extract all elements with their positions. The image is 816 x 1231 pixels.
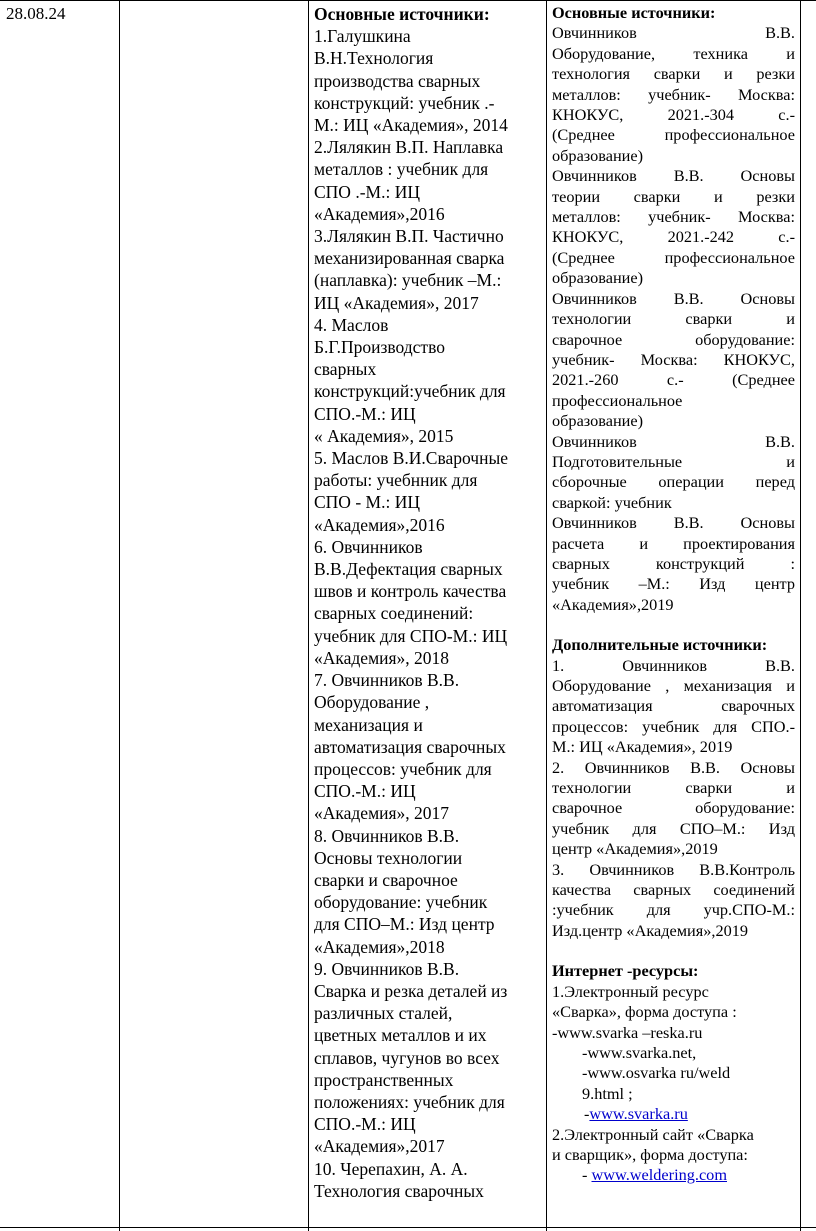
text-line: автоматизация сварочных xyxy=(552,696,795,716)
right-sources-heading: Основные источники: xyxy=(552,3,716,22)
text-line: оборудование: учебник xyxy=(314,892,488,913)
text-line: и сварщик», форма доступа: xyxy=(552,1144,748,1164)
text-line: пространственных xyxy=(314,1069,454,1090)
text-line: сварки и сварочное xyxy=(314,869,458,890)
text-line: учебник для СПО-М.: ИЦ xyxy=(314,625,508,646)
link-prefix: - xyxy=(582,1165,592,1185)
main-sources-list xyxy=(314,25,535,1202)
link-prefix: - xyxy=(584,1104,590,1124)
internet-resources-list xyxy=(552,982,795,1043)
text-line: « Академия», 2015 xyxy=(314,425,454,446)
right-sources-cell xyxy=(552,3,795,1186)
text-line: учебник- Москва: КНОКУС, xyxy=(552,349,795,369)
column-divider-3 xyxy=(546,0,547,1231)
text-line: сварных xyxy=(314,359,377,380)
text-line: 8. Овчинников В.В. xyxy=(314,825,460,846)
text-line: СПО .-М.: ИЦ xyxy=(314,181,420,202)
text-line: сваркой: учебник xyxy=(552,492,672,512)
weldering-link-line xyxy=(552,1165,795,1185)
table-bottom-border xyxy=(0,1227,816,1228)
text-line: Овчинников В.В. xyxy=(552,23,795,43)
text-line: В.Н.Технология xyxy=(314,48,434,69)
text-line: учебник –М.: Изд центр xyxy=(552,574,795,594)
text-line: центр «Академия»,2019 xyxy=(552,839,718,859)
text-line: СПО.-М.: ИЦ xyxy=(314,781,416,802)
text-line: 2.Электронный сайт «Сварка xyxy=(552,1124,754,1144)
text-line: Б.Г.Производство xyxy=(314,337,445,358)
text-line: (Среднее профессиональное xyxy=(552,125,795,145)
text-line: «Академия»,2016 xyxy=(314,514,445,535)
text-line: металлов: учебник- Москва: xyxy=(552,207,795,227)
text-line: КНОКУС, 2021.-304 с.- xyxy=(552,105,795,125)
text-line: образование) xyxy=(552,411,644,431)
text-line: ИЦ «Академия», 2017 xyxy=(314,292,479,313)
text-line: 2. Овчинников В.В. Основы xyxy=(552,757,795,777)
text-line: Оборудование , xyxy=(314,692,430,713)
text-line: работы: учебнник для xyxy=(314,470,478,491)
text-line: 9. Овчинников В.В. xyxy=(314,958,460,979)
text-line: -www.osvarka ru/weld xyxy=(582,1063,731,1083)
main-sources-heading: Основные источники: xyxy=(314,4,490,24)
text-line: СПО.-М.: ИЦ xyxy=(314,1114,416,1135)
text-line: учебник для СПО–М.: Изд xyxy=(552,818,795,838)
main-sources-cell xyxy=(314,3,535,1202)
text-line: производства сварных xyxy=(314,70,481,91)
text-line: «Академия», 2017 xyxy=(314,803,450,824)
text-line: Оборудование , механизация и xyxy=(552,676,795,695)
text-line: сварных конструкций : xyxy=(552,553,795,573)
text-line: процессов: учебник для xyxy=(314,758,492,779)
column-divider-2 xyxy=(308,0,309,1231)
text-line: конструкций:учебник для xyxy=(314,381,506,402)
text-line: автоматизация сварочных xyxy=(314,736,506,757)
text-line: сварочное оборудование: xyxy=(552,798,795,818)
text-line: КНОКУС, 2021.-242 с.- xyxy=(552,227,795,247)
extra-sources-list xyxy=(552,656,795,942)
text-line: механизированная сварка xyxy=(314,248,505,269)
site2-lines xyxy=(552,1125,795,1166)
text-line: «Академия»,2016 xyxy=(314,203,445,224)
text-line: СПО - М.: ИЦ xyxy=(314,492,420,513)
text-line: образование) xyxy=(552,268,644,288)
text-line: 1. Овчинников В.В. xyxy=(552,655,795,675)
text-line: Сварка и резка деталей из xyxy=(314,980,508,1001)
internet-html-line: 9.html ; xyxy=(582,1083,633,1103)
text-line: Оборудование, техника и xyxy=(552,43,795,63)
text-line: «Академия»,2018 xyxy=(314,936,445,957)
text-line: сварочное оборудование: xyxy=(552,329,795,349)
text-line: 5. Маслов В.И.Сварочные xyxy=(314,448,508,469)
text-line: конструкций: учебник .- xyxy=(314,92,495,113)
svarka-link-line xyxy=(552,1104,795,1124)
text-line: Овчинников В.В. Основы xyxy=(552,513,795,533)
text-line: Овчинников В.В. Основы xyxy=(552,166,795,186)
right-sources-list xyxy=(552,23,795,615)
text-line: «Академия», 2018 xyxy=(314,647,450,668)
text-line: технологии сварки и xyxy=(552,778,795,798)
text-line: Основы технологии xyxy=(314,847,463,868)
text-line: «Академия»,2019 xyxy=(552,594,674,614)
text-line: сплавов, чугунов во всех xyxy=(314,1047,500,1068)
table-top-border xyxy=(0,0,816,1)
column-divider-4 xyxy=(800,0,801,1231)
text-line: процессов: учебник для СПО.- xyxy=(552,716,795,736)
text-line: качества сварных соединений xyxy=(552,880,795,900)
text-line: различных сталей, xyxy=(314,1003,453,1024)
text-line: М.: ИЦ «Академия», 2019 xyxy=(552,737,733,757)
text-line: 2021.-260 с.- (Среднее xyxy=(552,370,795,390)
text-line: «Академия»,2017 xyxy=(314,1136,445,1157)
svarka-ru-link[interactable]: www.svarka.ru xyxy=(589,1104,688,1124)
text-line: В.В.Дефектация сварных xyxy=(314,559,503,580)
text-line: технологии сварки и xyxy=(552,309,795,329)
text-line: положениях: учебник для xyxy=(314,1091,505,1112)
text-line: 10. Черепахин, А. А. xyxy=(314,1158,468,1179)
text-line: Овчинников В.В. Основы xyxy=(552,288,795,308)
text-line: :учебник для учр.СПО-М.: xyxy=(552,900,795,920)
text-line: механизация и xyxy=(314,714,423,735)
text-line: «Сварка», форма доступа : xyxy=(552,1002,737,1022)
text-line: СПО.-М.: ИЦ xyxy=(314,403,416,424)
text-line: теории сварки и резки xyxy=(552,186,795,206)
text-line: сборочные операции перед xyxy=(552,472,795,492)
text-line: образование) xyxy=(552,145,644,165)
text-line: сварных соединений: xyxy=(314,603,474,624)
text-line: технология сварки и резки xyxy=(552,64,795,84)
date-cell: 28.08.24 xyxy=(6,4,66,23)
text-line: 4. Маслов xyxy=(314,314,389,335)
text-line: 2.Лялякин В.П. Наплавка xyxy=(314,137,504,158)
spacer xyxy=(552,615,795,635)
text-line: цветных металлов и их xyxy=(314,1025,487,1046)
text-line: -www.svarka.net, xyxy=(582,1042,697,1062)
text-line: для СПО–М.: Изд центр xyxy=(314,914,495,935)
text-line: швов и контроль качества xyxy=(314,581,507,602)
text-line: профессиональное xyxy=(552,390,683,410)
spacer xyxy=(552,941,795,961)
text-line: металлов : учебник для xyxy=(314,159,489,180)
text-line: Овчинников В.В. xyxy=(552,431,795,451)
text-line: 6. Овчинников xyxy=(314,536,423,557)
internet-resources-heading: Интернет -ресурсы: xyxy=(552,961,699,981)
text-line: 1.Электронный ресурс xyxy=(552,981,709,1001)
extra-sources-heading: Дополнительные источники: xyxy=(552,635,768,655)
text-line: расчета и проектирования xyxy=(552,533,795,553)
column-divider-1 xyxy=(119,0,120,1231)
text-line: -www.svarka –reska.ru xyxy=(552,1022,703,1042)
text-line: 3. Овчинников В.В.Контроль xyxy=(552,859,795,879)
weldering-link[interactable]: www.weldering.com xyxy=(591,1165,727,1185)
text-line: (Среднее профессиональное xyxy=(552,247,795,267)
text-line: Технология сварочных xyxy=(314,1180,484,1201)
text-line: 1.Галушкина xyxy=(314,26,411,47)
text-line: 7. Овчинников В.В. xyxy=(314,670,460,691)
text-line: Изд.центр «Академия»,2019 xyxy=(552,920,749,940)
text-line: Подготовительные и xyxy=(552,451,795,471)
text-line: М.: ИЦ «Академия», 2014 xyxy=(314,115,508,136)
text-line: (наплавка): учебник –М.: xyxy=(314,270,502,291)
internet-indented-list xyxy=(552,1043,795,1084)
text-line: металлов: учебник- Москва: xyxy=(552,84,795,104)
text-line: 3.Лялякин В.П. Частично xyxy=(314,226,504,247)
